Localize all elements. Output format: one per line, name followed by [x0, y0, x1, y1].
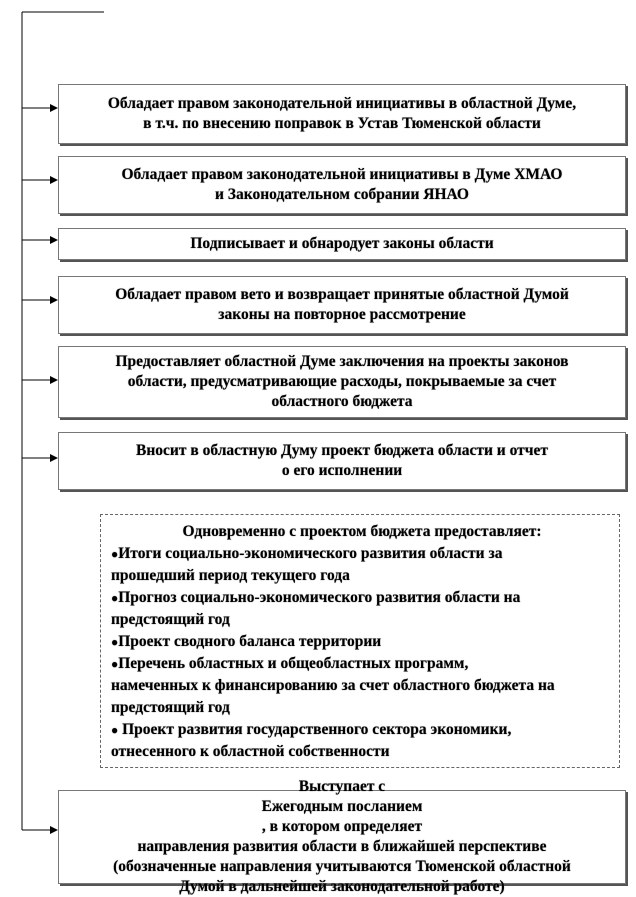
box-conclusions-on-bills: [58, 346, 626, 418]
box-4-line-1: Обладает правом вето и возвращает принятые областной Думой: [115, 286, 569, 303]
box-5-line-3: областного бюджета: [271, 393, 413, 410]
box-signs-laws: [58, 228, 626, 260]
bullet-icon: ●: [111, 723, 119, 737]
box-2-line-2: и Законодательном собрании ЯНАО: [215, 186, 469, 203]
box-4-line-2: законы на повторное рассмотрение: [218, 306, 466, 323]
attachment-item-3: [111, 631, 613, 653]
box-5-line-2: области, предусматривающие расходы, покрываемые за счет: [127, 373, 557, 390]
box-3-line-1: Подписывает и обнародует законы области: [190, 235, 494, 252]
attachment-item-2: [111, 587, 613, 631]
attachment-5-line-2: отнесенного к областной собственности: [111, 743, 390, 760]
box-initiative-hmao-yanao: [58, 156, 626, 214]
attachment-4-line-1: Перечень областных и общеобластных программ,: [118, 655, 469, 672]
attachment-1-line-1: Итоги социально-экономического развития области за: [118, 545, 503, 562]
budget-attachments-heading: Одновременно с проектом бюджета предоставляет:: [182, 523, 542, 540]
final-box-before-text: Выступает с: [298, 778, 386, 795]
box-legislative-initiative: [58, 84, 626, 144]
attachment-4-line-3: предстоящий год: [111, 699, 230, 716]
attachment-2-line-2: предстоящий год: [111, 611, 230, 628]
budget-attachments-box: [100, 514, 620, 768]
final-box-emphasis: Ежегодным посланием: [261, 798, 423, 815]
bullet-icon: ●: [111, 547, 119, 561]
box-veto-right: [58, 276, 626, 334]
final-box-line-4: Думой в дальнейшей законодательной работе): [179, 878, 505, 895]
final-box-line-1: [113, 777, 571, 837]
final-box-line-2: направления развития области в ближайшей перспективе: [137, 838, 547, 855]
bullet-icon: ●: [111, 591, 119, 605]
attachment-5-line-1: Проект развития государственного сектора экономики,: [118, 721, 512, 738]
bullet-icon: ●: [111, 657, 119, 671]
bullet-icon: ●: [111, 635, 119, 649]
box-annual-address: [58, 778, 626, 895]
box-1-line-1: Обладает правом законодательной инициативы в областной Думе,: [107, 95, 577, 112]
attachment-item-4: [111, 653, 613, 719]
attachment-4-line-2: намеченных к финансированию за счет областного бюджета на: [111, 677, 555, 694]
box-5-line-1: Предоставляет областной Думе заключения на проекты законов: [115, 353, 569, 370]
final-box-line-3: (обозначенные направления учитываются Тюменской областной: [113, 858, 571, 875]
box-6-line-2: о его исполнении: [281, 462, 403, 479]
box-budget-submission: [58, 432, 626, 490]
attachment-2-line-1: Прогноз социально-экономического развития области на: [118, 589, 521, 606]
attachment-item-1: [111, 543, 613, 587]
attachment-item-5: [111, 719, 613, 763]
final-box-after-text: , в котором определяет: [261, 818, 423, 835]
attachment-3-line-1: Проект сводного баланса территории: [118, 633, 382, 650]
box-2-line-1: Обладает правом законодательной инициативы в Думе ХМАО: [121, 166, 563, 183]
attachment-1-line-2: прошедший период текущего года: [111, 567, 350, 584]
box-6-line-1: Вносит в областную Думу проект бюджета области и отчет: [136, 442, 548, 459]
box-1-line-2: в т.ч. по внесению поправок в Устав Тюменской области: [143, 115, 541, 132]
